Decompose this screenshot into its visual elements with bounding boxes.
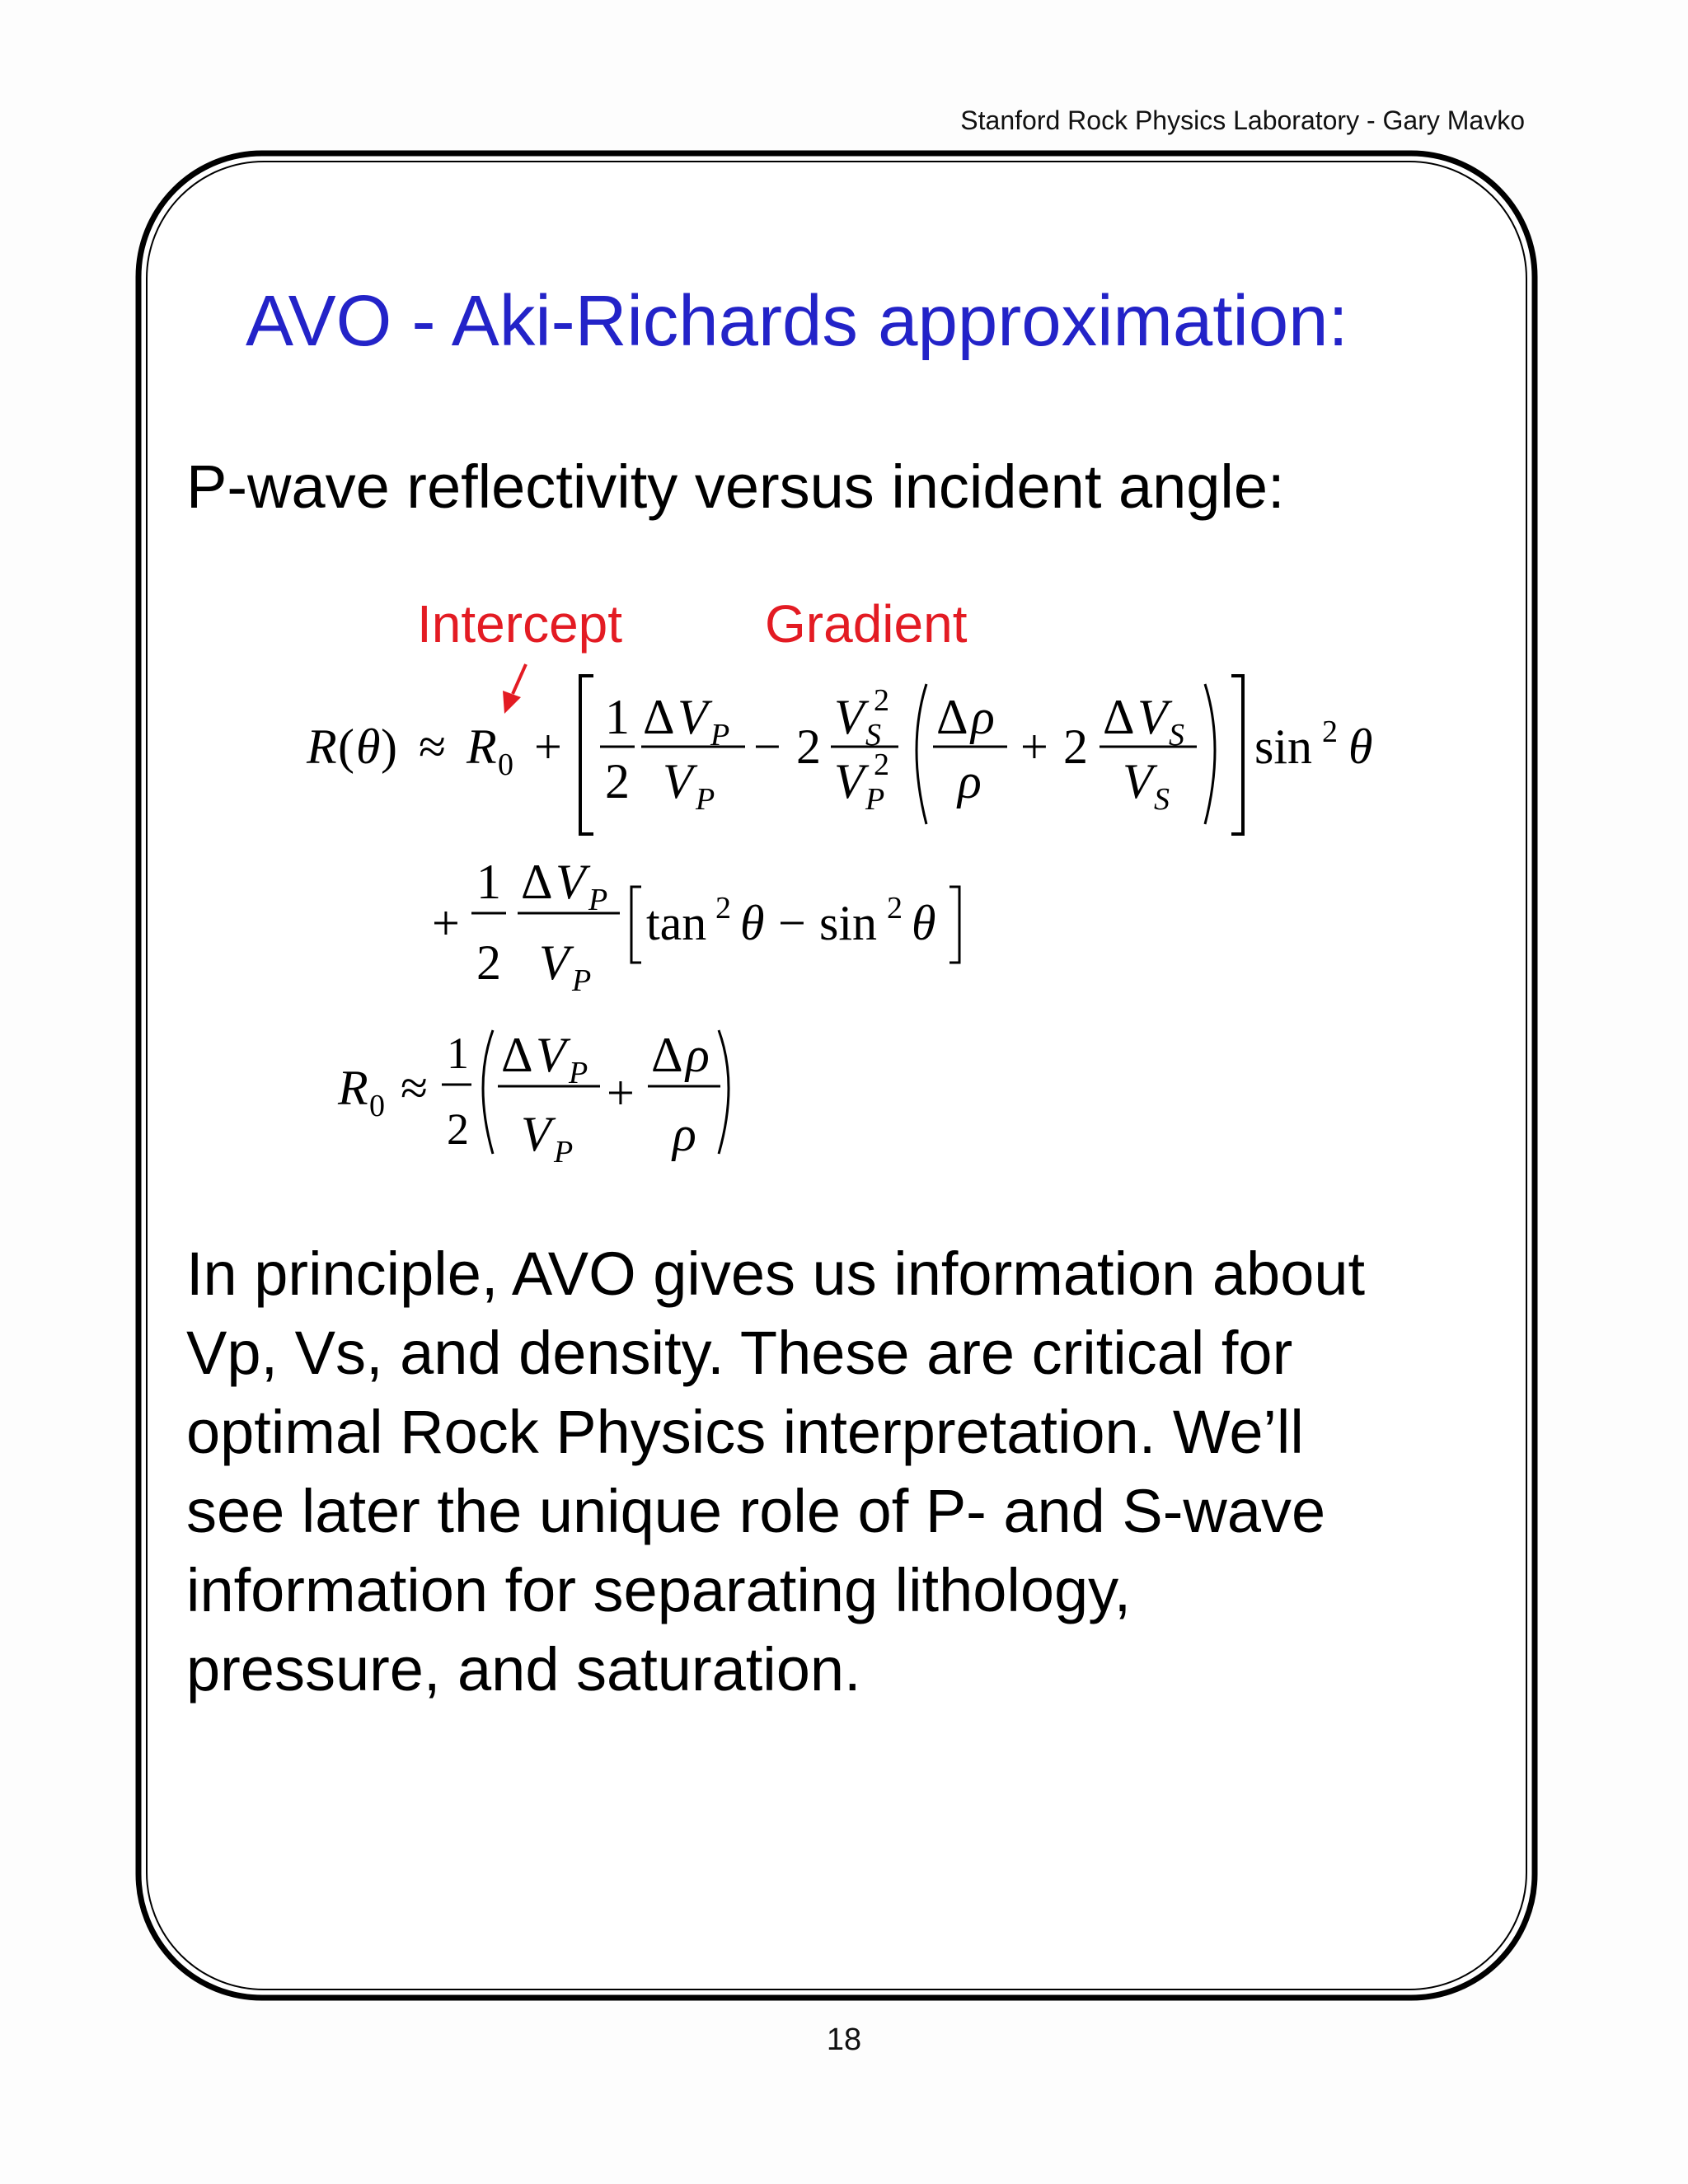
- svg-text:2: 2: [1322, 715, 1338, 749]
- svg-text:P: P: [588, 883, 608, 917]
- body-line: optimal Rock Physics interpretation. We’ll: [186, 1398, 1304, 1466]
- svg-text:P: P: [572, 963, 592, 998]
- svg-text:R: R: [467, 719, 497, 774]
- body-line: In principle, AVO gives us information about: [186, 1240, 1366, 1308]
- svg-text:V: V: [834, 754, 865, 808]
- intercept-label: Intercept: [417, 594, 623, 654]
- svg-text:2: 2: [476, 935, 501, 990]
- svg-text:+: +: [607, 1066, 635, 1120]
- svg-text:2: 2: [447, 1104, 469, 1154]
- svg-text:Δ: Δ: [936, 690, 968, 744]
- svg-text:0: 0: [498, 748, 513, 782]
- svg-text:≈: ≈: [419, 719, 446, 774]
- body-paragraph: [186, 1235, 1538, 1709]
- svg-text:V: V: [678, 690, 708, 744]
- svg-text:sin: sin: [1254, 719, 1313, 774]
- body-line: pressure, and saturation.: [186, 1635, 861, 1704]
- svg-text:V: V: [536, 1028, 566, 1082]
- svg-text:P: P: [865, 782, 885, 817]
- svg-text:R: R: [338, 1061, 368, 1115]
- svg-text:S: S: [1169, 718, 1184, 752]
- svg-text:ρ: ρ: [686, 1028, 710, 1082]
- gradient-label: Gradient: [765, 594, 968, 654]
- slide-title: AVO - Aki-Richards approximation:: [246, 281, 1348, 361]
- svg-text:V: V: [834, 690, 865, 744]
- svg-text:+: +: [534, 719, 562, 774]
- svg-text:2: 2: [1063, 719, 1088, 774]
- svg-text:(: (: [338, 719, 354, 774]
- svg-text:V: V: [663, 754, 693, 808]
- svg-text:+: +: [432, 896, 460, 950]
- svg-text:θ: θ: [356, 719, 381, 774]
- svg-text:tan: tan: [646, 896, 707, 950]
- svg-text:V: V: [1123, 754, 1153, 808]
- svg-text:V: V: [539, 935, 570, 990]
- equation-line-3: [337, 1028, 729, 1169]
- svg-text:2: 2: [796, 719, 821, 774]
- svg-text:0: 0: [369, 1089, 385, 1123]
- svg-text:S: S: [1154, 782, 1170, 817]
- svg-text:1: 1: [605, 690, 630, 744]
- svg-text:2: 2: [715, 891, 731, 926]
- svg-text:sin: sin: [819, 896, 878, 950]
- svg-text:2: 2: [874, 748, 889, 782]
- page-header: Stanford Rock Physics Laboratory - Gary Mavko: [960, 105, 1525, 135]
- body-line: information for separating lithology,: [186, 1556, 1132, 1624]
- svg-text:ρ: ρ: [958, 754, 982, 808]
- svg-text:P: P: [554, 1135, 574, 1169]
- slide-subtitle: P-wave reflectivity versus incident angle:: [186, 452, 1285, 521]
- svg-text:−: −: [753, 719, 781, 774]
- svg-text:R: R: [307, 719, 337, 774]
- svg-text:2: 2: [887, 891, 903, 926]
- svg-text:Δ: Δ: [651, 1028, 683, 1082]
- svg-text:P: P: [569, 1056, 588, 1090]
- svg-text:P: P: [710, 718, 730, 752]
- page-number: 18: [826, 2022, 862, 2057]
- svg-text:2: 2: [605, 754, 630, 808]
- svg-text:θ: θ: [740, 896, 765, 950]
- svg-text:P: P: [696, 782, 715, 817]
- svg-text:Δ: Δ: [643, 690, 675, 744]
- svg-text:1: 1: [476, 855, 501, 909]
- svg-text:Δ: Δ: [501, 1028, 533, 1082]
- equation-line-2: [432, 855, 959, 998]
- svg-text:ρ: ρ: [971, 690, 995, 744]
- svg-text:): ): [381, 719, 397, 774]
- svg-text:V: V: [521, 1107, 551, 1161]
- svg-text:S: S: [865, 718, 881, 752]
- svg-text:+: +: [1020, 719, 1048, 774]
- svg-text:ρ: ρ: [673, 1107, 696, 1161]
- svg-text:θ: θ: [1348, 719, 1373, 774]
- svg-text:V: V: [556, 855, 586, 909]
- body-line: see later the unique role of P- and S-wave: [186, 1477, 1326, 1545]
- equation-line-1: [306, 676, 1372, 834]
- svg-text:V: V: [1137, 690, 1168, 744]
- svg-text:Δ: Δ: [1103, 690, 1135, 744]
- intercept-arrow-icon: [503, 664, 526, 714]
- svg-text:1: 1: [447, 1029, 469, 1078]
- svg-text:θ: θ: [912, 896, 936, 950]
- svg-text:−: −: [778, 896, 806, 950]
- svg-text:2: 2: [874, 683, 889, 718]
- body-line: Vp, Vs, and density. These are critical for: [186, 1319, 1293, 1387]
- svg-text:≈: ≈: [401, 1061, 428, 1115]
- svg-text:Δ: Δ: [521, 855, 553, 909]
